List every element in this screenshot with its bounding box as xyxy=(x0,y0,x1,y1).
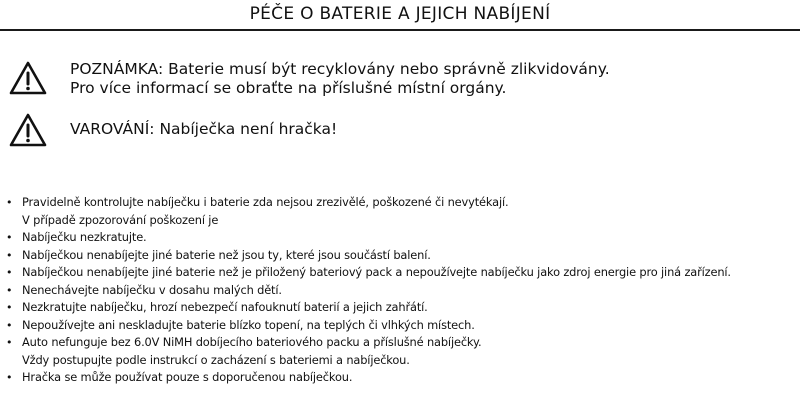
note-recycling-line-2: Pro více informací se obraťte na příslušné místní orgány. xyxy=(70,79,507,97)
bullet-icon: • xyxy=(6,283,13,297)
note-recycling-line-1: POZNÁMKA: Baterie musí být recyklovány nebo správně zlikvidovány. xyxy=(70,60,610,78)
bullet-icon: • xyxy=(6,231,13,244)
list-item-text: Nabíječkou nenabíjejte jiné baterie než je přiložený bateriový pack a nepoužívejte nabíječku jako zdroj energie pro jiná zařízení. xyxy=(22,265,731,279)
list-item-text: Hračka se může používat pouze s doporučenou nabíječkou. xyxy=(22,370,353,384)
bullet-icon: • xyxy=(6,248,13,262)
title-divider xyxy=(0,29,800,31)
bullet-icon: • xyxy=(6,318,13,332)
bullet-icon: • xyxy=(6,301,13,314)
note-recycling xyxy=(8,60,610,98)
list-item xyxy=(6,282,796,300)
list-item-text: Nabíječku nezkratujte. xyxy=(22,230,147,244)
list-item xyxy=(6,247,796,265)
note-not-toy xyxy=(8,112,337,148)
list-item xyxy=(6,317,796,335)
list-item xyxy=(6,229,796,247)
list-item xyxy=(6,369,796,387)
list-item xyxy=(6,212,796,230)
page-title: PÉČE O BATERIE A JEJICH NABÍJENÍ xyxy=(249,4,551,24)
list-item-text: Pravidelně kontrolujte nabíječku i baterie zda nejsou zrezivělé, poškozené či nevytékají. xyxy=(22,195,509,209)
list-item-text: Nezkratujte nabíječku, hrozí nebezpečí nafouknutí baterií a jejich zahřátí. xyxy=(22,300,428,314)
list-item xyxy=(6,352,796,370)
note-not-toy-line: VAROVÁNÍ: Nabíječka není hračka! xyxy=(70,120,338,138)
bullet-icon: • xyxy=(6,196,13,209)
bullet-icon: • xyxy=(6,336,13,349)
list-item-text: Nepoužívejte ani neskladujte baterie blízko topení, na teplých či vlhkých místech. xyxy=(22,317,475,332)
bullet-icon: • xyxy=(6,371,13,384)
list-item xyxy=(6,264,796,282)
list-item xyxy=(6,334,796,352)
warning-triangle-icon xyxy=(8,112,48,148)
list-item-text: Nabíječkou nenabíjejte jiné baterie než jsou ty, které jsou součástí balení. xyxy=(22,247,431,262)
care-instructions-list xyxy=(6,194,796,387)
list-item-text: V případě zpozorování poškození je xyxy=(22,212,219,227)
list-item xyxy=(6,194,796,212)
list-item-text: Vždy postupujte podle instrukcí o zacházení s bateriemi a nabíječkou. xyxy=(22,352,410,367)
list-item xyxy=(6,299,796,317)
warning-triangle-icon xyxy=(8,60,48,96)
bullet-icon: • xyxy=(6,266,13,279)
list-item-text: Auto nefunguje bez 6.0V NiMH dobíjecího bateriového packu a příslušné nabíječky. xyxy=(22,335,482,349)
list-item-text: Nenechávejte nabíječku v dosahu malých dětí. xyxy=(22,282,282,297)
